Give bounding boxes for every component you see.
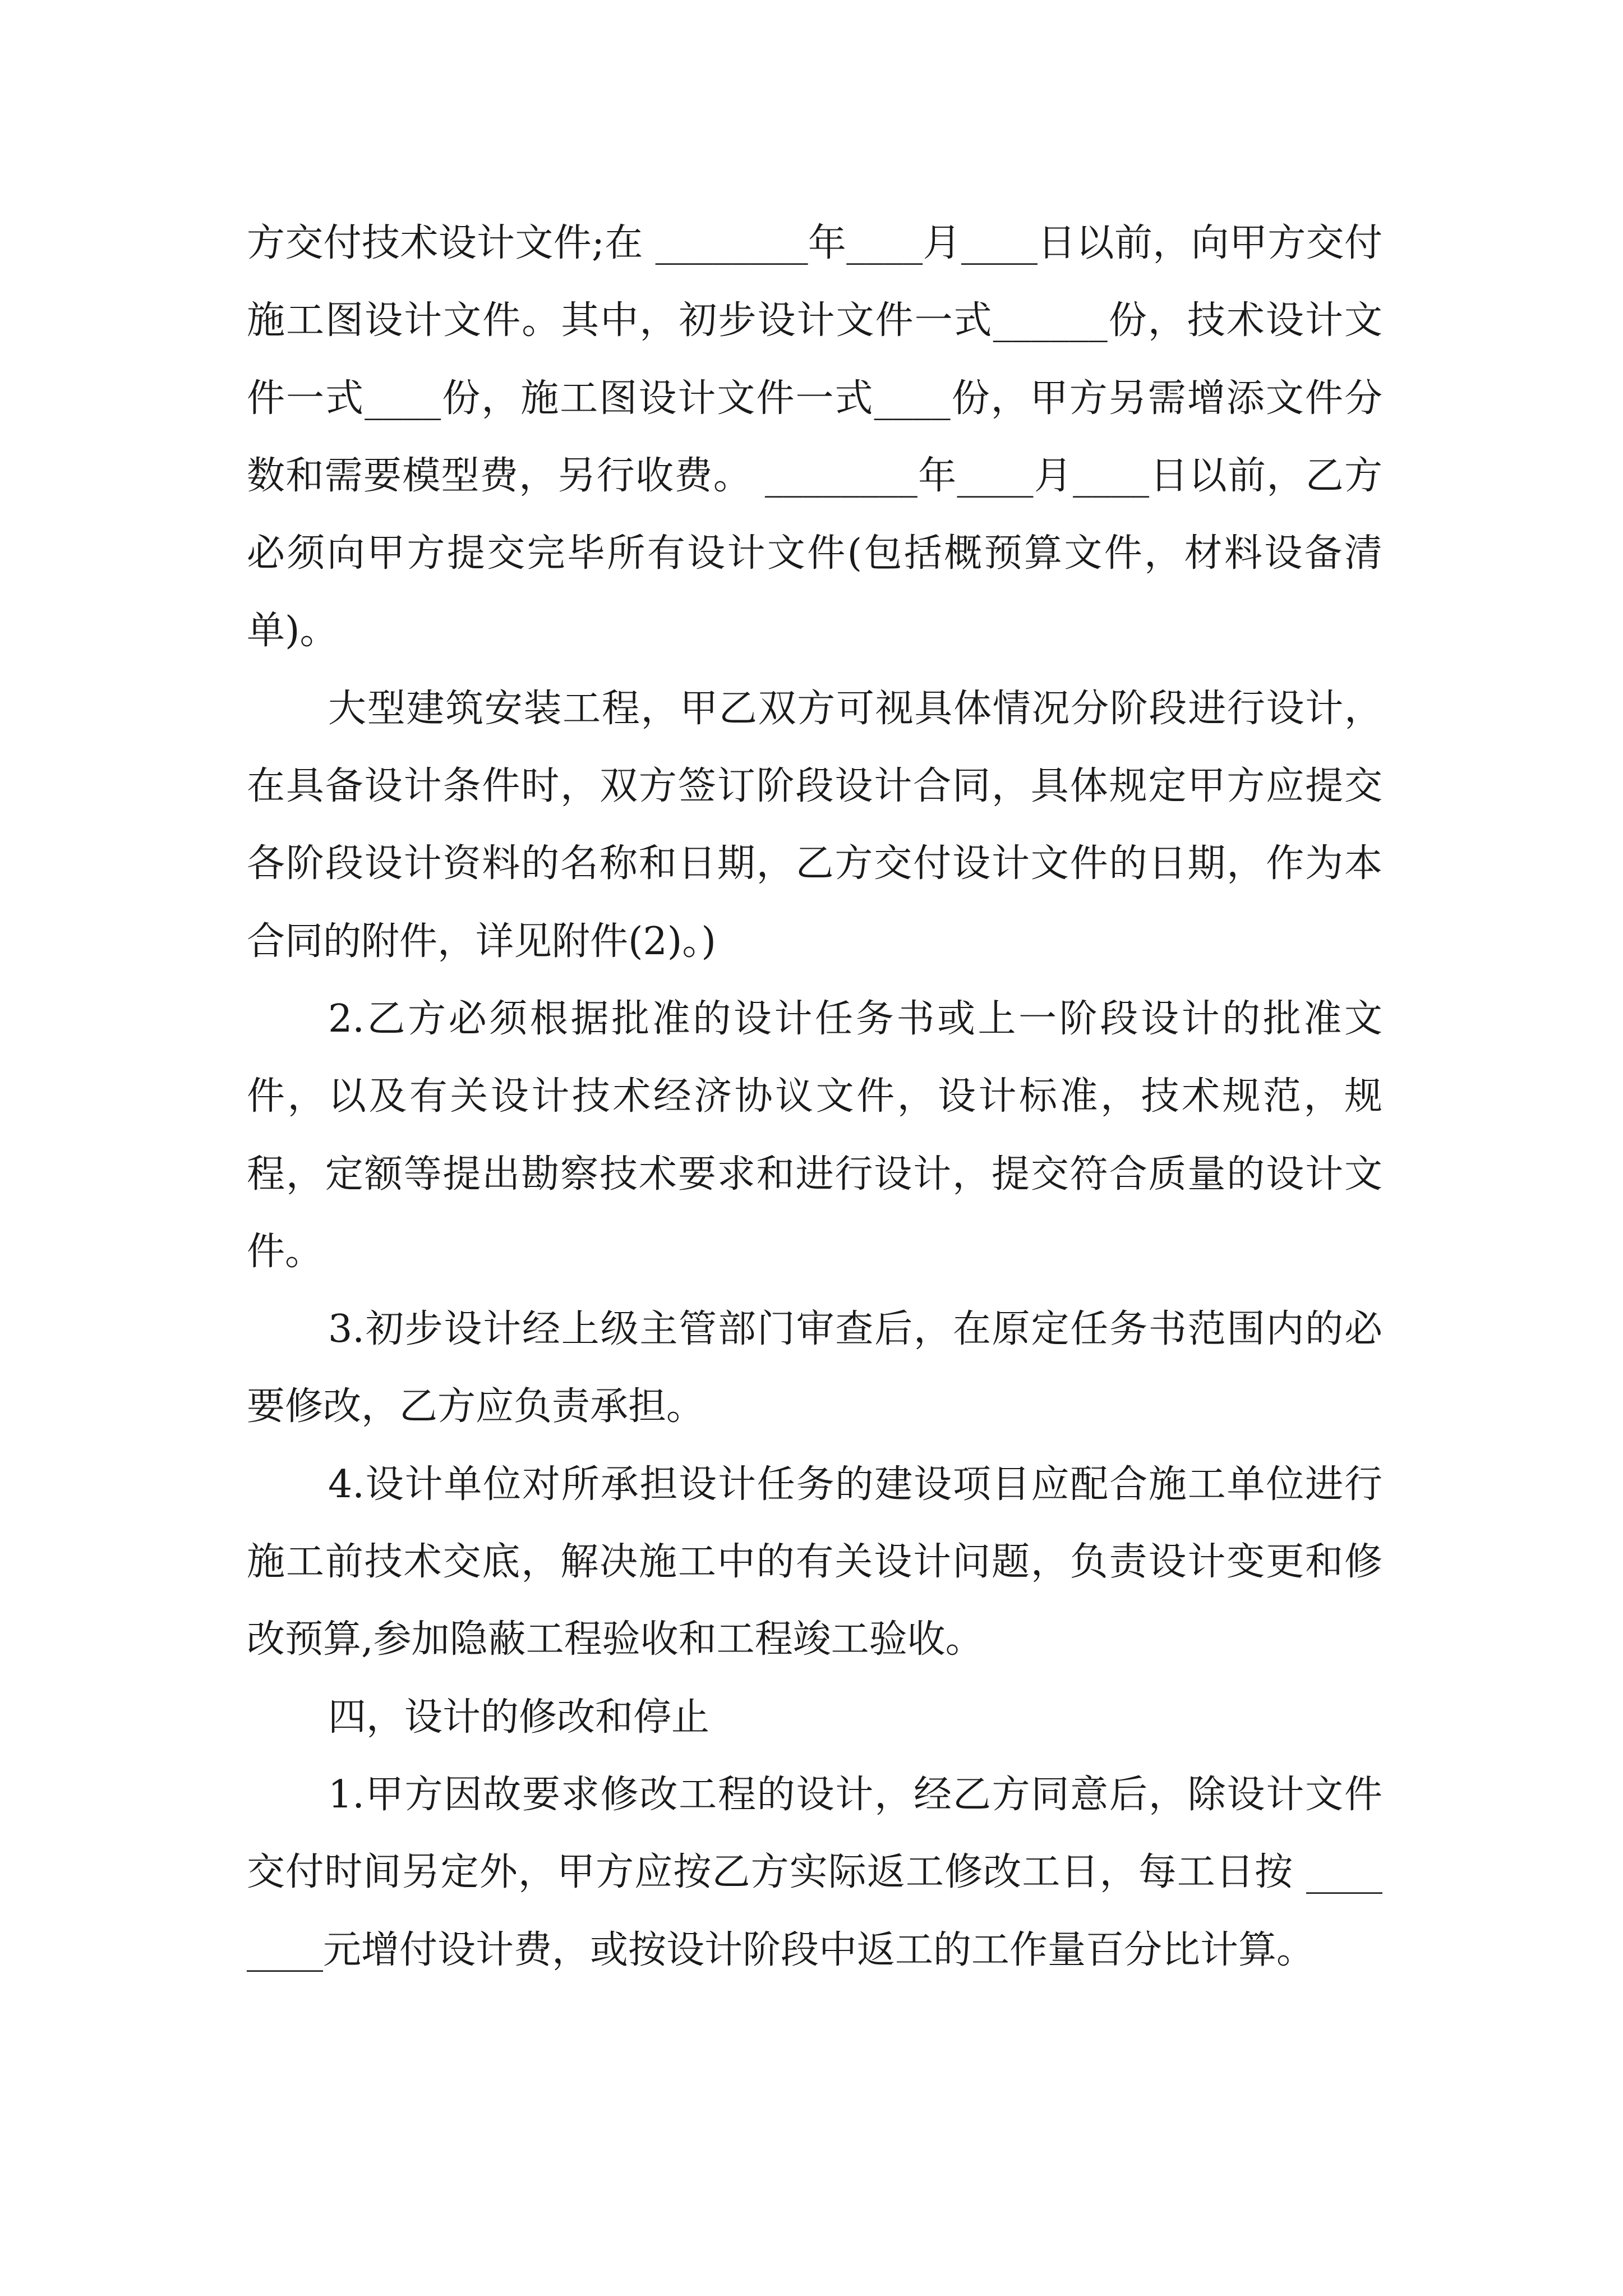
paragraph-delivery-schedule: 方交付技术设计文件;在 ________年____月____日以前，向甲方交付施工图设计文件。其中，初步设计文件一式______份，技术设计文件一式____份，施工图设计文件一式____份，甲方另需增添文件分数和需要模型费，另行收费。 ________年____月____日以前，乙方必须向甲方提交完毕所有设计文件(包括概预算文件，材料设备清单)。 <box>247 221 1382 654</box>
paragraph-modification-1: 1.甲方因故要求修改工程的设计，经乙方同意后，除设计文件交付时间另定外，甲方应按乙方实际返工修改工日，每工日按 ________元增付设计费，或按设计阶段中返工的工作量百分比计算。 <box>247 1772 1382 1972</box>
paragraph-clause-2: 2.乙方必须根据批准的设计任务书或上一阶段设计的批准文件，以及有关设计技术经济协议文件，设计标准，技术规范，规程，定额等提出勘察技术要求和进行设计，提交符合质量的设计文件。 <box>247 996 1382 1274</box>
paragraph-clause-4: 4.设计单位对所承担设计任务的建设项目应配合施工单位进行施工前技术交底，解决施工中的有关设计问题，负责设计变更和修改预算,参加隐蔽工程验收和工程竣工验收。 <box>247 1462 1382 1662</box>
paragraph-large-projects: 大型建筑安装工程，甲乙双方可视具体情况分阶段进行设计，在具备设计条件时，双方签订阶段设计合同，具体规定甲方应提交各阶段设计资料的名称和日期，乙方交付设计文件的日期，作为本合同的附件，详见附件(2)。) <box>247 686 1382 964</box>
paragraph-clause-3: 3.初步设计经上级主管部门审查后，在原定任务书范围内的必要修改，乙方应负责承担。 <box>247 1307 1382 1429</box>
document-page <box>247 205 1382 1989</box>
section-heading-modification: 四，设计的修改和停止 <box>328 1695 710 1740</box>
